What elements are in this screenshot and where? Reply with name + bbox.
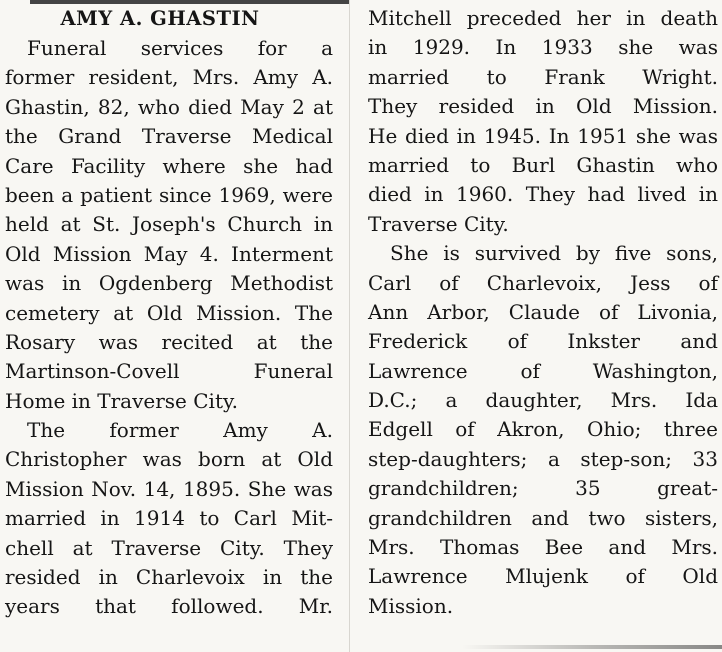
text-line: cemetery at Old Mission. The [5,300,333,325]
text-line: Funeral services for a [27,36,333,60]
text-line: grandchildren and two sisters, [368,505,718,530]
text-line: Mission. [368,593,454,618]
text-line: Mrs. Thomas Bee and Mrs. [368,535,718,560]
text-line: chell at Traverse City. They [5,535,333,560]
bottom-edge-smudge [462,645,722,649]
text-line: Rosary was recited at the [5,329,333,354]
text-line: years that followed. Mr. [5,594,333,619]
text-line: resided in Charlevoix in the [5,565,333,590]
text-line: The former Amy A. [27,418,333,443]
text-line: been a patient since 1969, were [5,182,333,207]
text-line: Christopher was born at Old [5,447,333,472]
text-line: He died in 1945. In 1951 she was [368,123,718,148]
text-line: married to Burl Ghastin who [368,152,718,177]
left-column [5,4,333,622]
text-line: Carl of Charlevoix, Jess of [368,270,718,295]
text-line: Edgell of Akron, Ohio; three [368,417,718,442]
text-line: Old Mission May 4. Interment [5,241,333,266]
text-line: died in 1960. They had lived in [368,182,718,207]
text-line: Ghastin, 82, who died May 2 at [5,94,333,119]
text-line: Ann Arbor, Claude of Livonia, [368,299,718,324]
text-line: Mitchell preceded her in death [368,6,718,30]
text-line: held at St. Joseph's Church in [5,212,333,237]
text-line: D.C.; a daughter, Mrs. Ida [368,388,718,413]
text-line: in 1929. In 1933 she was [368,35,718,60]
text-line: the Grand Traverse Medical [5,124,333,149]
column-divider [349,0,350,652]
text-line: former resident, Mrs. Amy A. [5,65,333,90]
text-line: Frederick of Inkster and [368,329,718,354]
obituary-headline: AMY A. GHASTIN [60,7,260,30]
text-line: step-daughters; a step-son; 33 [368,446,718,471]
text-line: Martinson-Covell Funeral [5,359,333,384]
text-line: grandchildren; 35 great- [368,476,718,501]
text-line: married to Frank Wright. [368,64,718,89]
text-line: Mission Nov. 14, 1895. She was [5,476,333,501]
text-line: They resided in Old Mission. [368,94,718,119]
right-column [368,4,718,621]
text-line: Traverse City. [368,211,509,236]
text-line: She is survived by five sons, [390,241,718,266]
text-line: Lawrence Mlujenk of Old [368,564,718,589]
text-line: Care Facility where she had [5,153,333,178]
text-line: Home in Traverse City. [5,388,238,413]
text-line: was in Ogdenberg Methodist [5,271,333,296]
text-line: married in 1914 to Carl Mit- [5,506,333,531]
text-line: Lawrence of Washington, [368,358,718,383]
